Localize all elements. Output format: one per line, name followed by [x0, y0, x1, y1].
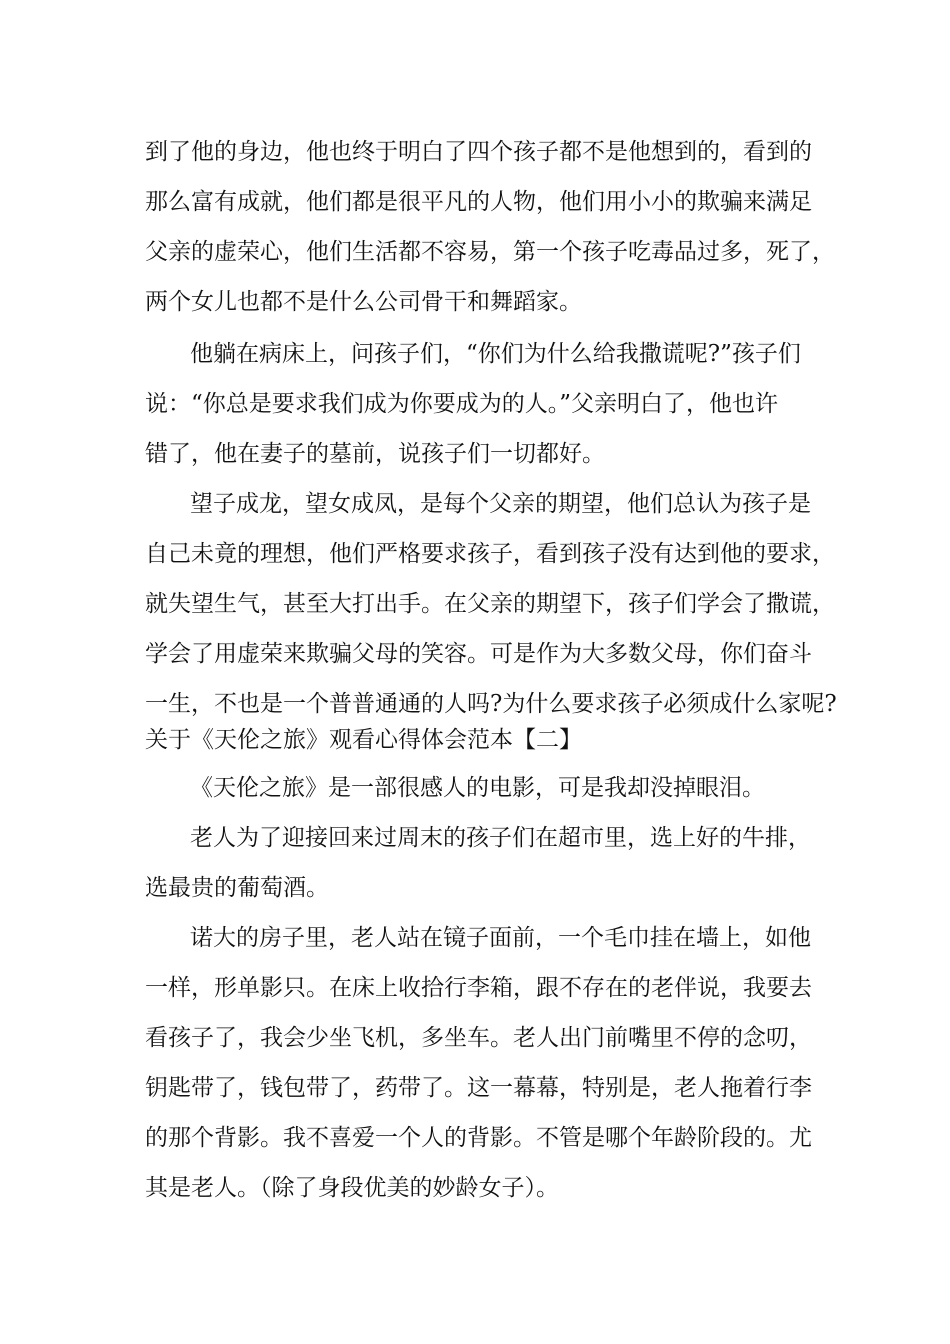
text-line-20: 钥匙带了，钱包带了，药带了。这一幕幕，特别是，老人拖着行李	[145, 1075, 812, 1101]
text-line-8: 望子成龙，望女成凤，是每个父亲的期望，他们总认为孩子是	[190, 491, 811, 517]
text-line-4: 两个女儿也都不是什么公司骨干和舞蹈家。	[145, 289, 582, 315]
text-line-12: 一生，不也是一个普普通通的人吗?为什么要求孩子必须成什么家呢?	[145, 691, 837, 717]
text-line-16: 选最贵的葡萄酒。	[145, 875, 329, 901]
text-line-21: 的那个背影。我不喜爱一个人的背影。不管是哪个年龄阶段的。尤	[145, 1125, 812, 1151]
text-line-1: 到了他的身边，他也终于明白了四个孩子都不是他想到的，看到的	[145, 139, 812, 165]
text-line-2: 那么富有成就，他们都是很平凡的人物，他们用小小的欺骗来满足	[145, 189, 812, 215]
text-line-6: 说：“你总是要求我们成为你要成为的人。”父亲明白了，他也许	[145, 391, 779, 417]
text-line-10: 就失望生气，甚至大打出手。在父亲的期望下，孩子们学会了撒谎，	[145, 591, 835, 617]
text-line-3: 父亲的虚荣心，他们生活都不容易，第一个孩子吃毒品过多，死了，	[145, 239, 835, 265]
text-line-22: 其是老人。（除了身段优美的妙龄女子）。	[145, 1175, 559, 1201]
text-line-18: 一样，形单影只。在床上收拾行李箱，跟不存在的老伴说，我要去	[145, 975, 812, 1001]
section-heading: 关于《天伦之旅》观看心得体会范本【二】	[145, 727, 582, 753]
text-line-9: 自己未竟的理想，他们严格要求孩子，看到孩子没有达到他的要求，	[145, 541, 835, 567]
text-line-11: 学会了用虚荣来欺骗父母的笑容。可是作为大多数父母，你们奋斗	[145, 641, 812, 667]
text-line-15: 老人为了迎接回来过周末的孩子们在超市里，选上好的牛排，	[190, 825, 811, 851]
text-line-17: 诺大的房子里，老人站在镜子面前，一个毛巾挂在墙上，如他	[190, 925, 811, 951]
text-line-5: 他躺在病床上，问孩子们，“你们为什么给我撒谎呢?”孩子们	[190, 341, 801, 367]
text-line-14: 《天伦之旅》是一部很感人的电影，可是我却没掉眼泪。	[190, 775, 765, 801]
text-line-7: 错了，他在妻子的墓前，说孩子们一切都好。	[145, 441, 605, 467]
text-line-19: 看孩子了，我会少坐飞机，多坐车。老人出门前嘴里不停的念叨，	[145, 1025, 812, 1051]
